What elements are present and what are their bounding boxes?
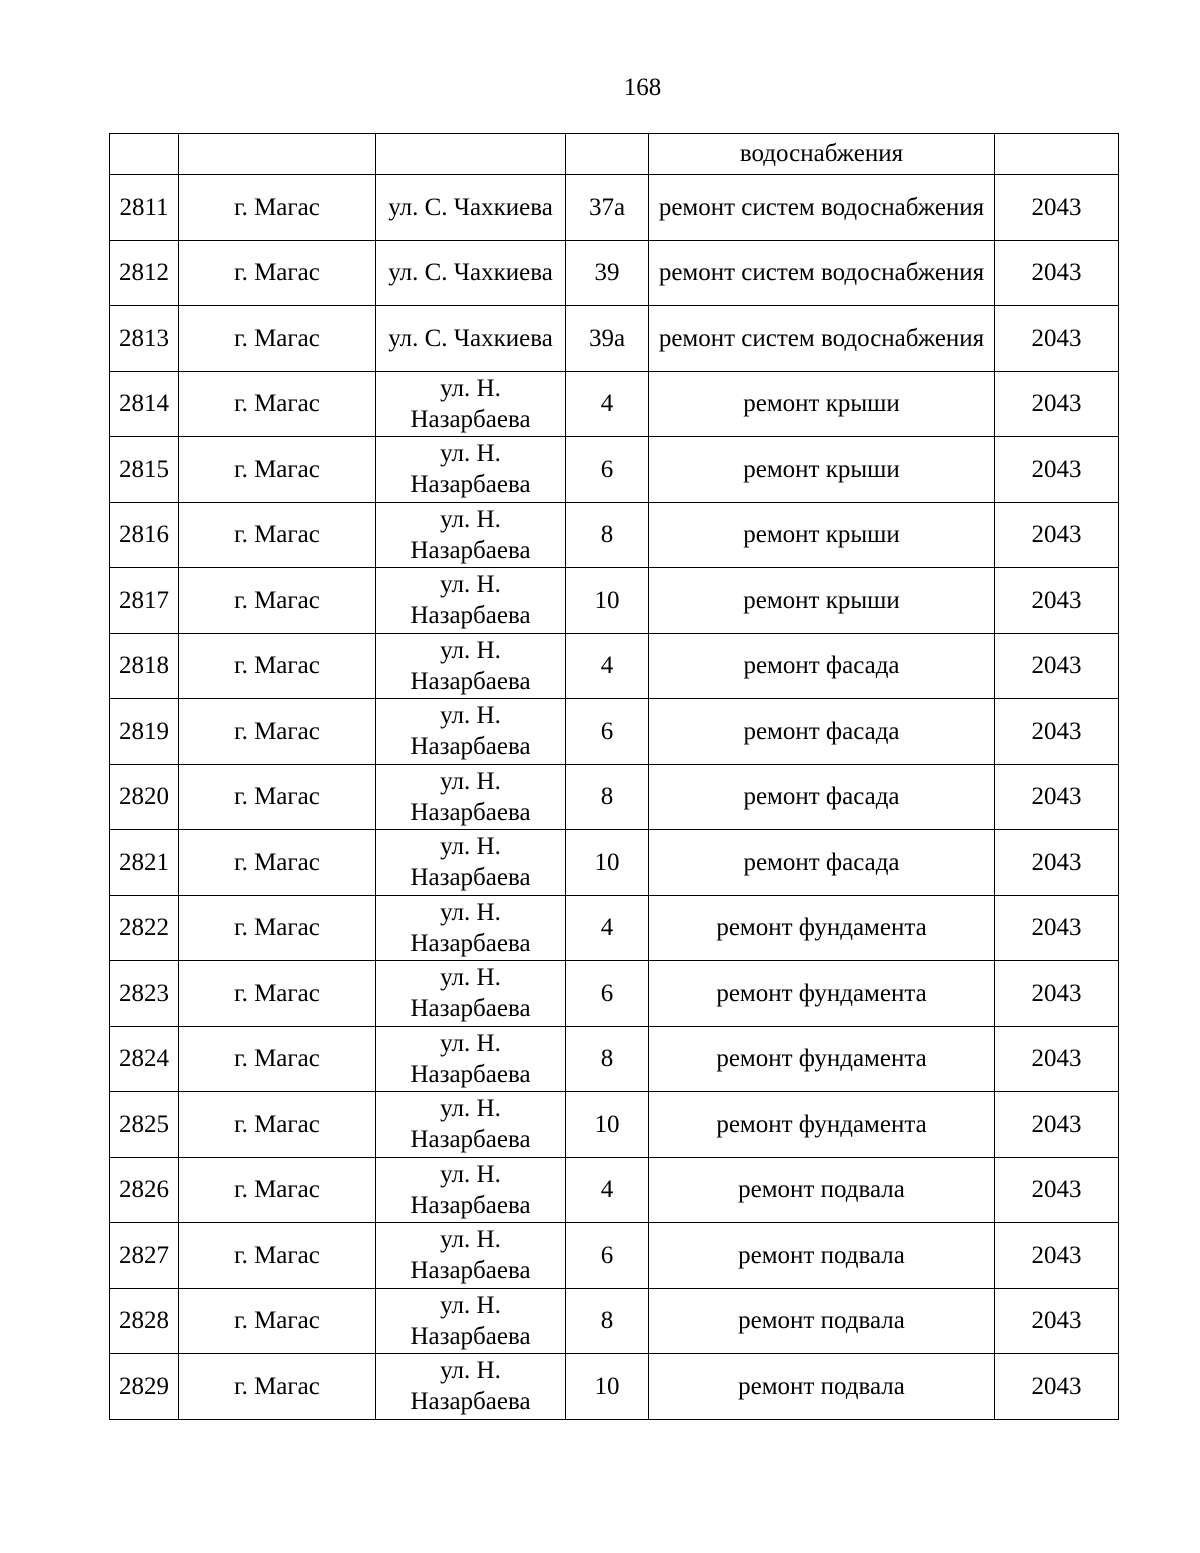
cell-year: 2043 [995, 1223, 1119, 1289]
cell-number: 2817 [110, 568, 179, 634]
cell-street: ул. Н. Назарбаева [376, 830, 566, 896]
table-row [110, 699, 1119, 765]
cell-year: 2043 [995, 437, 1119, 503]
cell-work-type: ремонт крыши [649, 371, 995, 437]
cell-work-type: ремонт фасада [649, 830, 995, 896]
cell-house: 6 [566, 437, 649, 503]
repair-schedule-table [109, 133, 1119, 1420]
cell-number: 2826 [110, 1157, 179, 1223]
cell-street: ул. Н. Назарбаева [376, 1223, 566, 1289]
cell-street: ул. Н. Назарбаева [376, 1354, 566, 1420]
cell-work-type: ремонт систем водоснабжения [649, 240, 995, 306]
table-row [110, 830, 1119, 896]
cell-street: ул. Н. Назарбаева [376, 502, 566, 568]
table-row [110, 764, 1119, 830]
cell-city: г. Магас [179, 175, 376, 241]
table-row [110, 1223, 1119, 1289]
cell-number: 2822 [110, 895, 179, 961]
cell-number: 2819 [110, 699, 179, 765]
cell-number: 2820 [110, 764, 179, 830]
cell-number [110, 134, 179, 175]
cell-house: 8 [566, 1026, 649, 1092]
cell-city: г. Магас [179, 1288, 376, 1354]
cell-house: 10 [566, 830, 649, 896]
cell-work-type: ремонт фундамента [649, 1092, 995, 1158]
cell-number: 2828 [110, 1288, 179, 1354]
table-row [110, 633, 1119, 699]
cell-year: 2043 [995, 240, 1119, 306]
continuation-row [110, 134, 1119, 175]
cell-number: 2827 [110, 1223, 179, 1289]
cell-work-type: ремонт систем водоснабжения [649, 306, 995, 372]
cell-street: ул. Н. Назарбаева [376, 633, 566, 699]
cell-work-type: ремонт подвала [649, 1288, 995, 1354]
table-body [110, 134, 1119, 1420]
cell-city: г. Магас [179, 1223, 376, 1289]
table-row [110, 371, 1119, 437]
cell-work-type: водоснабжения [649, 134, 995, 175]
cell-house: 4 [566, 371, 649, 437]
cell-city: г. Магас [179, 1092, 376, 1158]
cell-house: 4 [566, 633, 649, 699]
cell-number: 2829 [110, 1354, 179, 1420]
cell-work-type: ремонт подвала [649, 1157, 995, 1223]
cell-number: 2825 [110, 1092, 179, 1158]
cell-year: 2043 [995, 306, 1119, 372]
cell-street: ул. Н. Назарбаева [376, 371, 566, 437]
cell-house: 4 [566, 1157, 649, 1223]
cell-house [566, 134, 649, 175]
cell-year: 2043 [995, 1288, 1119, 1354]
cell-number: 2823 [110, 961, 179, 1027]
cell-city: г. Магас [179, 895, 376, 961]
cell-city: г. Магас [179, 699, 376, 765]
cell-city: г. Магас [179, 830, 376, 896]
cell-year: 2043 [995, 830, 1119, 896]
cell-city: г. Магас [179, 240, 376, 306]
cell-street: ул. С. Чахкиева [376, 175, 566, 241]
cell-city: г. Магас [179, 437, 376, 503]
table-row [110, 240, 1119, 306]
cell-city: г. Магас [179, 1354, 376, 1420]
cell-number: 2821 [110, 830, 179, 896]
cell-house: 6 [566, 699, 649, 765]
cell-street: ул. Н. Назарбаева [376, 1092, 566, 1158]
table-row [110, 895, 1119, 961]
cell-work-type: ремонт крыши [649, 502, 995, 568]
cell-number: 2813 [110, 306, 179, 372]
cell-street: ул. Н. Назарбаева [376, 1288, 566, 1354]
cell-street: ул. Н. Назарбаева [376, 1026, 566, 1092]
cell-house: 10 [566, 1354, 649, 1420]
cell-year: 2043 [995, 699, 1119, 765]
cell-work-type: ремонт фасада [649, 699, 995, 765]
cell-year: 2043 [995, 175, 1119, 241]
cell-year: 2043 [995, 895, 1119, 961]
cell-year: 2043 [995, 502, 1119, 568]
cell-street: ул. Н. Назарбаева [376, 961, 566, 1027]
page-number: 168 [623, 74, 662, 101]
cell-city: г. Магас [179, 1026, 376, 1092]
cell-number: 2816 [110, 502, 179, 568]
cell-house: 6 [566, 961, 649, 1027]
cell-year: 2043 [995, 1026, 1119, 1092]
table-row [110, 961, 1119, 1027]
table-row [110, 437, 1119, 503]
cell-year: 2043 [995, 961, 1119, 1027]
table-row [110, 1157, 1119, 1223]
cell-work-type: ремонт фундамента [649, 1026, 995, 1092]
cell-year: 2043 [995, 371, 1119, 437]
cell-city: г. Магас [179, 306, 376, 372]
cell-number: 2814 [110, 371, 179, 437]
cell-house: 6 [566, 1223, 649, 1289]
cell-city: г. Магас [179, 568, 376, 634]
cell-city: г. Магас [179, 764, 376, 830]
cell-work-type: ремонт фундамента [649, 961, 995, 1027]
cell-number: 2812 [110, 240, 179, 306]
cell-year: 2043 [995, 764, 1119, 830]
cell-city: г. Магас [179, 502, 376, 568]
cell-work-type: ремонт подвала [649, 1223, 995, 1289]
cell-house: 39 [566, 240, 649, 306]
cell-work-type: ремонт фасада [649, 633, 995, 699]
cell-number: 2811 [110, 175, 179, 241]
cell-city [179, 134, 376, 175]
cell-street [376, 134, 566, 175]
cell-year: 2043 [995, 1157, 1119, 1223]
cell-house: 8 [566, 764, 649, 830]
table-row [110, 568, 1119, 634]
cell-city: г. Магас [179, 633, 376, 699]
table-row [110, 175, 1119, 241]
cell-year: 2043 [995, 1354, 1119, 1420]
table-row [110, 1092, 1119, 1158]
cell-work-type: ремонт фасада [649, 764, 995, 830]
table-row [110, 1354, 1119, 1420]
cell-street: ул. Н. Назарбаева [376, 764, 566, 830]
cell-number: 2824 [110, 1026, 179, 1092]
cell-house: 39а [566, 306, 649, 372]
cell-street: ул. С. Чахкиева [376, 306, 566, 372]
cell-city: г. Магас [179, 1157, 376, 1223]
cell-street: ул. Н. Назарбаева [376, 1157, 566, 1223]
table-row [110, 1288, 1119, 1354]
table-row [110, 1026, 1119, 1092]
cell-street: ул. С. Чахкиева [376, 240, 566, 306]
cell-house: 10 [566, 1092, 649, 1158]
cell-number: 2818 [110, 633, 179, 699]
cell-house: 4 [566, 895, 649, 961]
table-row [110, 502, 1119, 568]
cell-house: 37а [566, 175, 649, 241]
cell-number: 2815 [110, 437, 179, 503]
table-row [110, 306, 1119, 372]
cell-year: 2043 [995, 568, 1119, 634]
cell-city: г. Магас [179, 961, 376, 1027]
cell-year: 2043 [995, 1092, 1119, 1158]
cell-work-type: ремонт крыши [649, 568, 995, 634]
cell-street: ул. Н. Назарбаева [376, 699, 566, 765]
cell-city: г. Магас [179, 371, 376, 437]
cell-year: 2043 [995, 633, 1119, 699]
cell-street: ул. Н. Назарбаева [376, 895, 566, 961]
cell-year [995, 134, 1119, 175]
cell-work-type: ремонт систем водоснабжения [649, 175, 995, 241]
cell-street: ул. Н. Назарбаева [376, 437, 566, 503]
cell-house: 8 [566, 1288, 649, 1354]
cell-work-type: ремонт подвала [649, 1354, 995, 1420]
cell-house: 10 [566, 568, 649, 634]
cell-work-type: ремонт фундамента [649, 895, 995, 961]
cell-street: ул. Н. Назарбаева [376, 568, 566, 634]
cell-house: 8 [566, 502, 649, 568]
cell-work-type: ремонт крыши [649, 437, 995, 503]
